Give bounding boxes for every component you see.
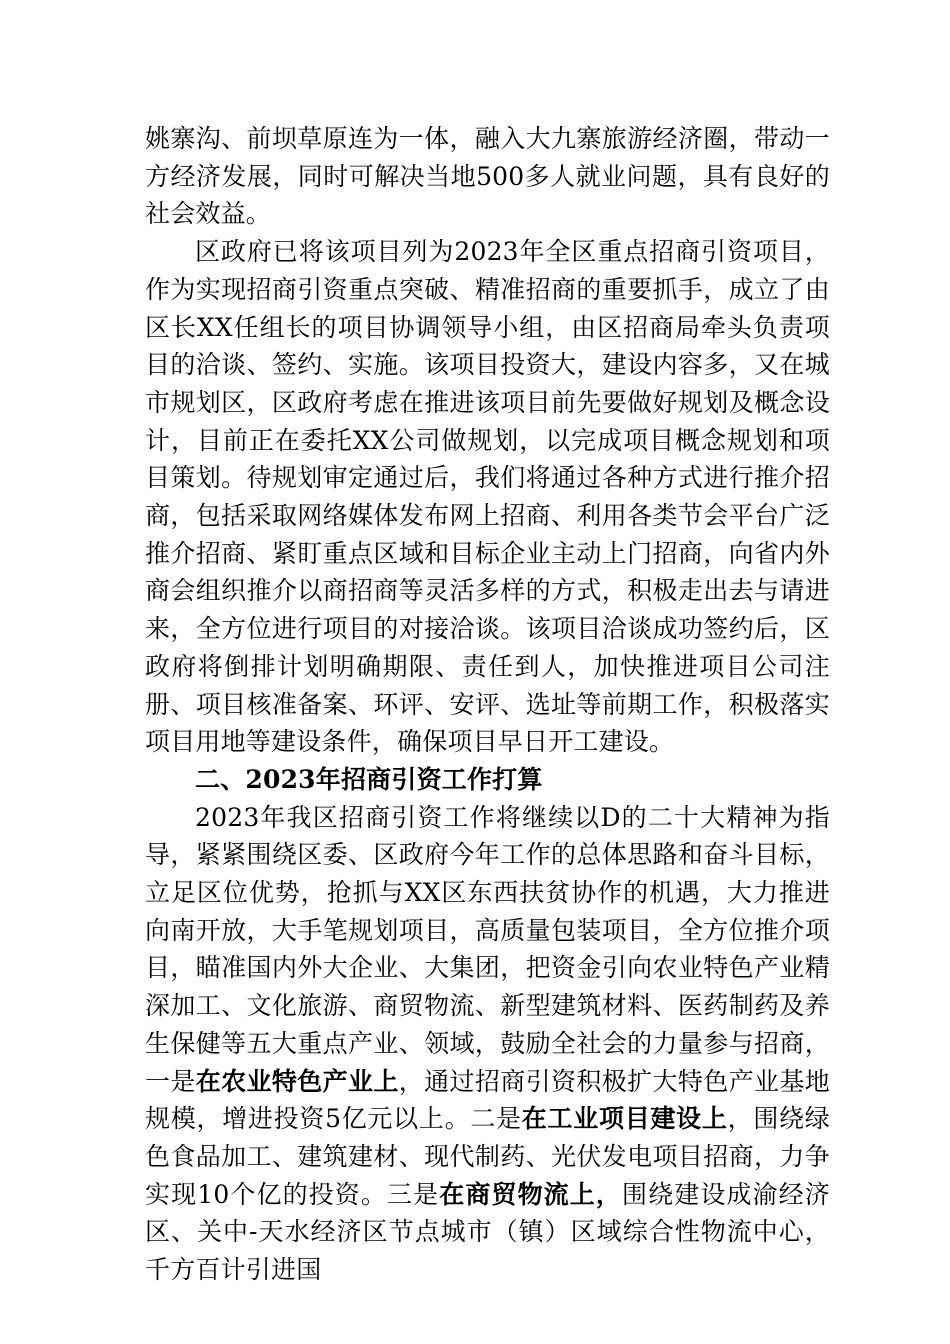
text-run: 2023年我区招商引资工作将继续以D的二十大精神为指导，紧紧围绕区委、区政府今年工作的总体思路和奋斗目标，立足区位优势，抢抓与XX区东西扶贫协作的机遇，大力推进向南开放，大手笔规划项目，高质量包装项目，全方位推介项目，瞄准国内外大企业、大集团，把资金引向农业特色产业精深加工、文化旅游、商贸物流、新型建筑材料、医药制药及养生保健等五大重点产业、领域，鼓励全社会的力量参与招商，一是 [145,802,830,1096]
bold-text-run: 在农业特色产业上 [195,1066,399,1096]
section-heading [145,761,830,799]
text-run: 姚寨沟、前坝草原连为一体，融入大九寨旅游经济圈，带动一方经济发展，同时可解决当地500多人就业问题，具有良好的社会效益。 [145,124,830,229]
document-body [145,120,830,1289]
body-paragraph [145,233,830,761]
text-run: ，通过招商引资积极扩大特色产业基地规模，增进投资5亿元以上。二是 [145,1066,831,1134]
body-paragraph [145,120,830,233]
bold-text-run: 二、2023年招商引资工作打算 [195,764,543,794]
body-paragraph [145,799,830,1289]
text-run: 区政府已将该项目列为2023年全区重点招商引资项目，作为实现招商引资重点突破、精准招商的重要抓手，成立了由区长XX任组长的项目协调领导小组，由区招商局牵头负责项目的洽谈、签约、实施。该项目投资大，建设内容多，又在城市规划区，区政府考虑在推进该项目前先要做好规划及概念设计，目前正在委托XX公司做规划，以完成项目概念规划和项目策划。待规划审定通过后，我们将通过各种方式进行推介招商，包括采取网络媒体发布网上招商、利用各类节会平台广泛推介招商、紧盯重点区域和目标企业主动上门招商，向省内外商会组织推介以商招商等灵活多样的方式，积极走出去与请进来，全方位进行项目的对接洽谈。该项目洽谈成功签约后，区政府将倒排计划明确期限、责任到人，加快推进项目公司注册、项目核准备案、环评、安评、选址等前期工作，积极落实项目用地等建设条件，确保项目早日开工建设。 [145,237,830,757]
bold-text-run: 在商贸物流上， [439,1179,623,1209]
text-run: 围绕建设成渝经济区、关中-天水经济区节点城市（镇）区域综合性物流中心，千方百计引进国 [145,1179,830,1285]
bold-text-run: 在工业项目建设上 [521,1104,728,1134]
text-run: ，围绕绿色食品加工、建筑建材、现代制药、光伏发电项目招商，力争实现10个亿的投资。三是 [145,1104,830,1209]
